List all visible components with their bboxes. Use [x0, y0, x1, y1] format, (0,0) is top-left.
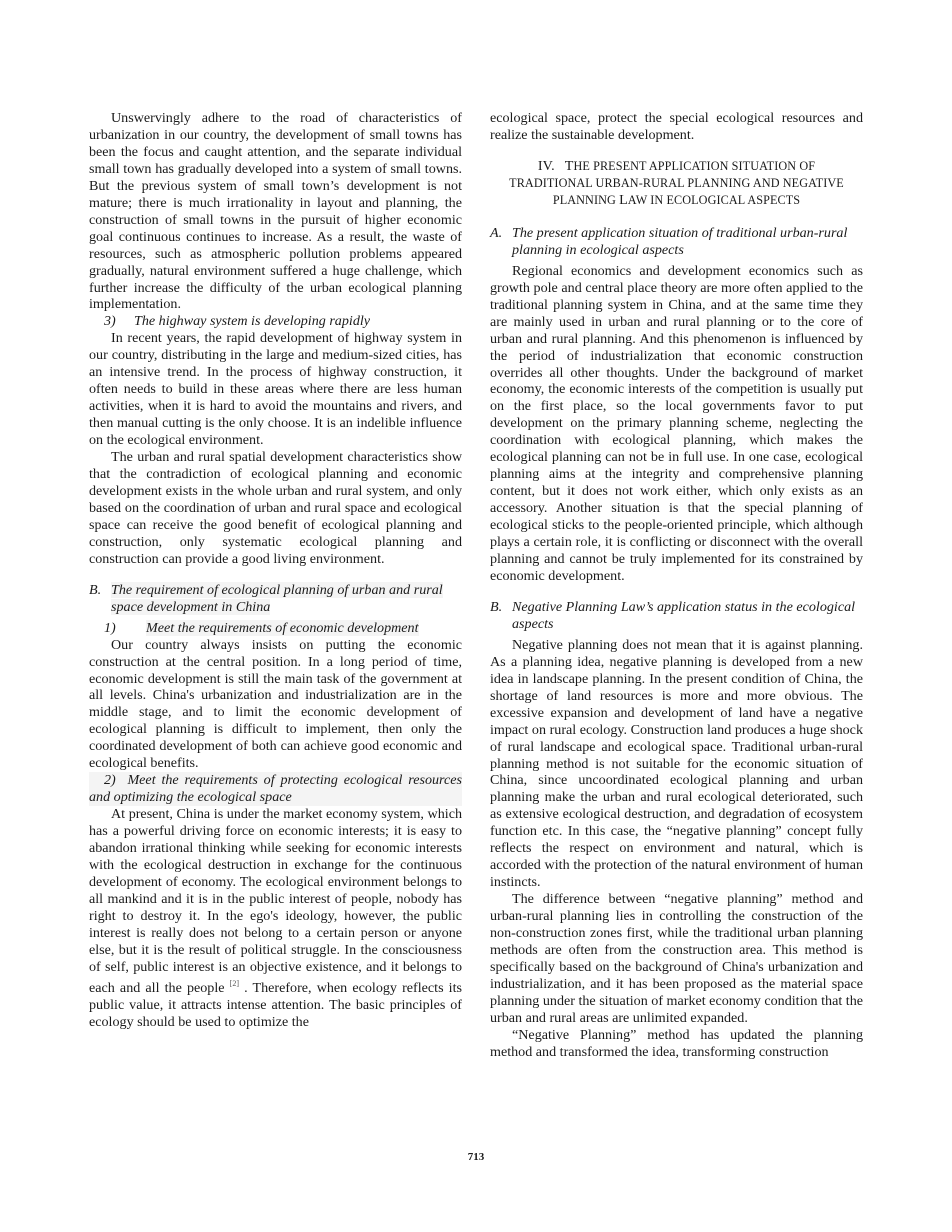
section-title: Negative Planning Law’s application status in the ecological aspects	[512, 598, 856, 632]
section-heading	[490, 225, 863, 259]
paragraph-text: At present, China is under the market economy system, which has a powerful driving force on economic interests; it is easy to abandon irrational thinking while seeking for economic interests with the ecological destruction in exchange for the continuous development of economy. The ecological environment belongs to all mankind and it is in the public interest of people, nobody has right to destroy it. In the ego's ideology, however, the public interest is really does not belong to a certain person or anyone else, but it is the result of political struggle. In the consciousness of self, public interest is an objective existence, and it belongs to each and all the people	[89, 806, 462, 996]
subsection-heading	[89, 620, 462, 637]
subsection-number: 3)	[104, 313, 116, 330]
section-title-line: AW IN ECOLOGICAL ASPECTS	[627, 192, 801, 207]
paragraph	[89, 806, 462, 1030]
section-heading	[89, 582, 462, 616]
subsection-heading	[89, 313, 462, 330]
section-title: The requirement of ecological planning of urban and rural space development in China	[111, 581, 443, 615]
paragraph: The difference between “negative planning” method and urban-rural planning lies in controlling the construction of the non-construction zones first, while the traditional urban planning methods are often from the construction area. This method is specifically based on the background of China's urbanization and industrialization, and it has been proposed as the material space planning under the situation of market economy condition that the urban and rural areas are unlimited expanded.	[490, 891, 864, 1026]
paragraph: Regional economics and development economics such as growth pole and central place theory are more often applied to the traditional planning system in China, and at the same time they are mainly used in urban and rural planning or to the core of urban and rural planning. And this phenomenon is influenced by the period of industrialization that economic construction overrides all other thoughts. Under the background of market economy, the economic interests of the competition is usually put on the first place, so the local governments favor to put development on the primary planning scheme, neglecting the coordination with ecological planning, which makes the ecological planning can not be in full use. In one case, ecological planning aims at the integrity and comprehensive planning content, but it does not work either, which only exists as an accessory. Another situation is that the special planning of ecological sticks to the people-oriented principle, which although plays a certain role, it is conflicting or disconnect with the overall planning and cannot be truly implemented for its constrained by economic development.	[490, 262, 863, 584]
section-title-line: HE PRESENT APPLICATION SITUATION OF	[573, 158, 816, 173]
section-title-cap: L	[619, 191, 628, 208]
section-letter: B.	[89, 581, 102, 598]
paragraph: Negative planning does not mean that it is against planning. As a planning idea, negative planning is developed from a new idea in landscape planning. In the present condition of China, the shortage of land resources is more and more obvious. The excessive expansion and development of land have a negative impact on rural ecology. Construction land produces a huge shock of rural landscape and ecological space. Traditional urban-rural planning method is not suitable for the economic situation of China, since uncoordinated ecological planning and urban planning make the urban and rural ecological deteriorated, such as extensive ecological destruction, and degradation of ecosystem function etc. In this case, the “negative planning” concept fully reflects the respect on environment and natural, which is accorded with the protection of the natural environment of human instincts.	[490, 636, 863, 891]
right-column	[490, 110, 863, 1061]
section-heading	[490, 599, 863, 633]
section-title: The present application situation of traditional urban-rural planning in ecological aspects	[512, 224, 848, 258]
paragraph: Our country always insists on putting the economic construction at the central position. In a long period of time, economic development is still the main task of the government at all levels. China's urbanization and industrialization are in the middle stage, and to limit the economic development of ecological planning is difficult to implement, then only the coordinated development of both can achieve good economic and ecological benefits.	[89, 636, 462, 772]
page-number: 713	[467, 1151, 485, 1163]
section-letter: A.	[490, 224, 503, 241]
paragraph: “Negative Planning” method has updated the planning method and transformed the idea, transforming construction	[490, 1026, 863, 1060]
paragraph: In recent years, the rapid development of highway system in our country, distributing in the large and medium-sized cities, has an intensive trend. In the process of highway construction, it often needs to build in these areas where there are less human activities, when it is hard to avoid the mountains and rivers, and then manual cutting is the only choose. It is an indelible influence on the ecological environment.	[89, 330, 462, 449]
paragraph: The urban and rural spatial development characteristics show that the contradiction of ecological planning and economic development exists in the whole urban and rural system, and only based on the coordination of urban and rural space and ecological space can receive the good benefit of ecological planning and construction, only systematic ecological planning and construction can provide a good living environment.	[89, 449, 462, 567]
left-column	[89, 110, 462, 1031]
section-title-line: TRADITIONAL URBAN-RURAL PLANNING AND NEGATIVE	[509, 175, 844, 190]
citation-ref[interactable]: [2]	[229, 978, 239, 988]
subsection-title: The highway system is developing rapidly	[134, 313, 371, 330]
subsection-title: Meet the requirements of protecting ecological resources and optimizing the ecological space	[89, 772, 462, 806]
section-roman-numeral: IV.	[537, 157, 555, 174]
section-letter: B.	[490, 598, 503, 615]
subsection-heading	[89, 772, 462, 806]
section-title-line: PLANNING	[552, 192, 620, 207]
subsection-title: Meet the requirements of economic development	[146, 619, 419, 636]
subsection-number: 1)	[104, 619, 116, 636]
paragraph: Unswervingly adhere to the road of characteristics of urbanization in our country, the development of small towns has been the focus and caught attention, and the separate individual small town has gradually developed into a system of small towns. But the previous system of small town’s development is not mature; there is much irrationality in layout and planning, the construction of small towns in the pursuit of higher economic goal continuous continues to increase. As a result, the waste of resources, such as atmospheric pollution problems appeared gradually, natural environment suffered a huge challenge, which further increase the difficulty of the urban ecological planning implementation.	[89, 110, 462, 313]
section-title-cap: T	[564, 157, 574, 174]
paragraph: ecological space, protect the special ecological resources and realize the sustainable development.	[490, 110, 863, 143]
section-heading-iv	[490, 158, 863, 209]
subsection-number: 2)	[104, 772, 116, 789]
paragraph-text: . Therefore, when ecology reflects its public value, it attracts intense attention. The basic principles of ecology should be used to optimize the	[89, 979, 462, 1030]
